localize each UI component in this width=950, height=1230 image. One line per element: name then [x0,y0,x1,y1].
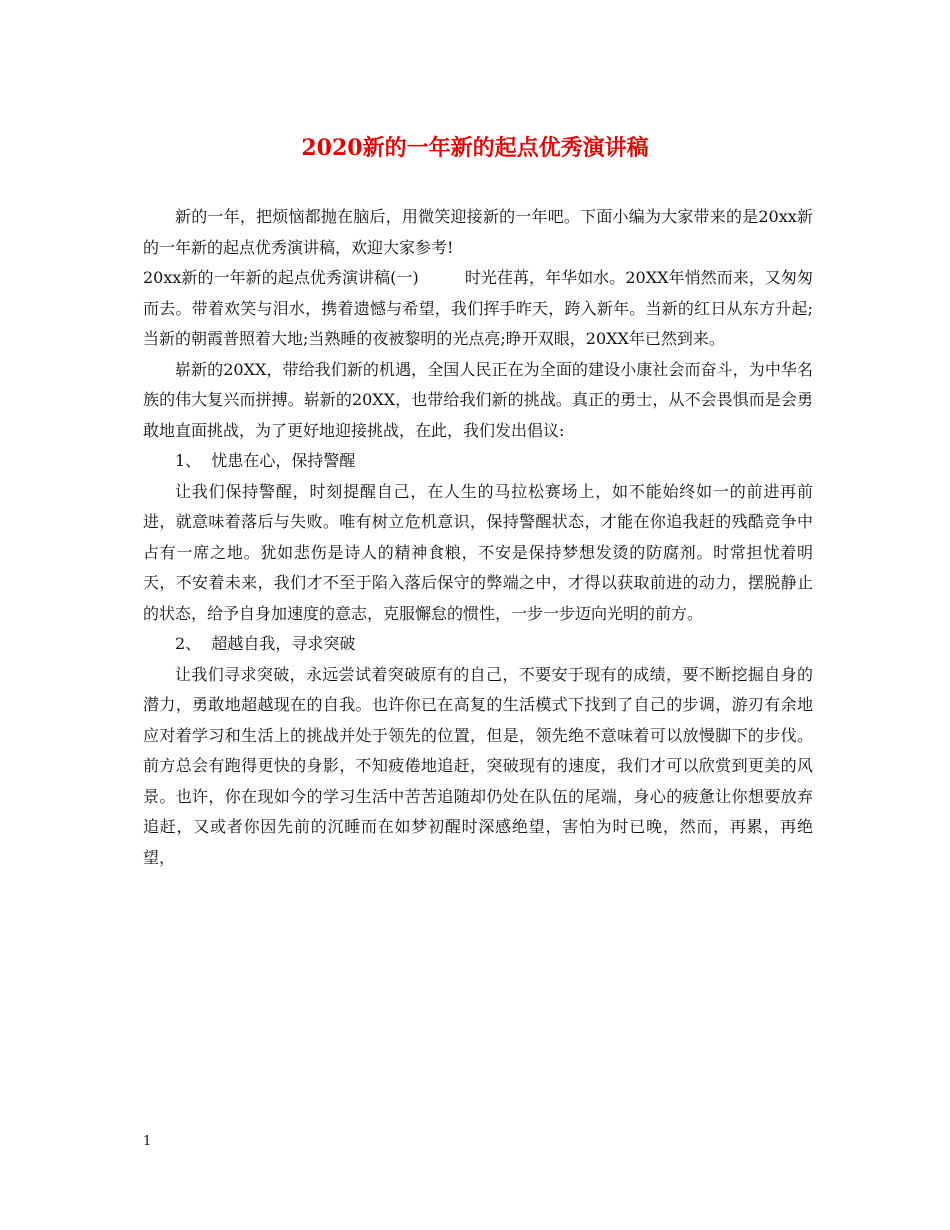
section-text: 时光荏苒，年华如水。20XX年悄然而来，又匆匆而去。带着欢笑与泪水，携着遗憾与希望，我们挥手昨天，跨入新年。当新的红日从东方升起;当新的朝霞普照着大地;当熟睡的夜被黎明的光点亮;睁开双眼，20XX年已然到来。 [143,268,813,348]
point-paragraph-1: 让我们保持警醒，时刻提醒自己，在人生的马拉松赛场上，如不能始终如一的前进再前进，就意味着落后与失败。唯有树立危机意识，保持警醒状态，才能在你追我赶的残酷竞争中占有一席之地。犹如悲伤是诗人的精神食粮，不安是保持梦想发烫的防腐剂。时常担忧着明天，不安着未来，我们才不至于陷入落后保守的弊端之中，才得以获取前进的动力，摆脱静止的状态，给予自身加速度的意志，克服懈怠的惯性，一步一步迈向光明的前方。 [143,481,813,623]
point-heading-2: 2、 超越自我，寻求突破 [175,634,356,653]
call-paragraph: 崭新的20XX，带给我们新的机遇，全国人民正在为全面的建设小康社会而奋斗，为中华名族的伟大复兴而拼搏。崭新的20XX，也带给我们新的挑战。真正的勇士，从不会畏惧而是会勇敢地直面挑战，为了更好地迎接挑战，在此，我们发出倡议: [143,359,813,440]
point-heading-1: 1、 忧患在心，保持警醒 [175,451,356,470]
document-title: 2020新的一年新的起点优秀演讲稿 [301,135,649,161]
intro-paragraph: 新的一年，把烦恼都抛在脑后，用微笑迎接新的一年吧。下面小编为大家带来的是20xx新的一年新的起点优秀演讲稿，欢迎大家参考! [143,207,813,257]
page-number: 1 [143,1134,152,1149]
section-paragraph [143,263,813,355]
section-label: 20xx新的一年新的起点优秀演讲稿(一) [143,268,419,287]
point-paragraph-2: 让我们寻求突破，永远尝试着突破原有的自己，不要安于现有的成绩，要不断挖掘自身的潜力，勇敢地超越现在的自我。也许你已在高复的生活模式下找到了自己的步调，游刃有余地应对着学习和生活上的挑战并处于领先的位置，但是，领先绝不意味着可以放慢脚下的步伐。前方总会有跑得更快的身影，不知疲倦地追赶，突破现有的速度，我们才可以欣赏到更美的风景。也许，你在现如今的学习生活中苦苦追随却仍处在队伍的尾端，身心的疲惫让你想要放弃追赶，又或者你因先前的沉睡而在如梦初醒时深感绝望，害怕为时已晚，然而，再累，再绝望， [143,664,813,867]
document-body [143,202,813,873]
